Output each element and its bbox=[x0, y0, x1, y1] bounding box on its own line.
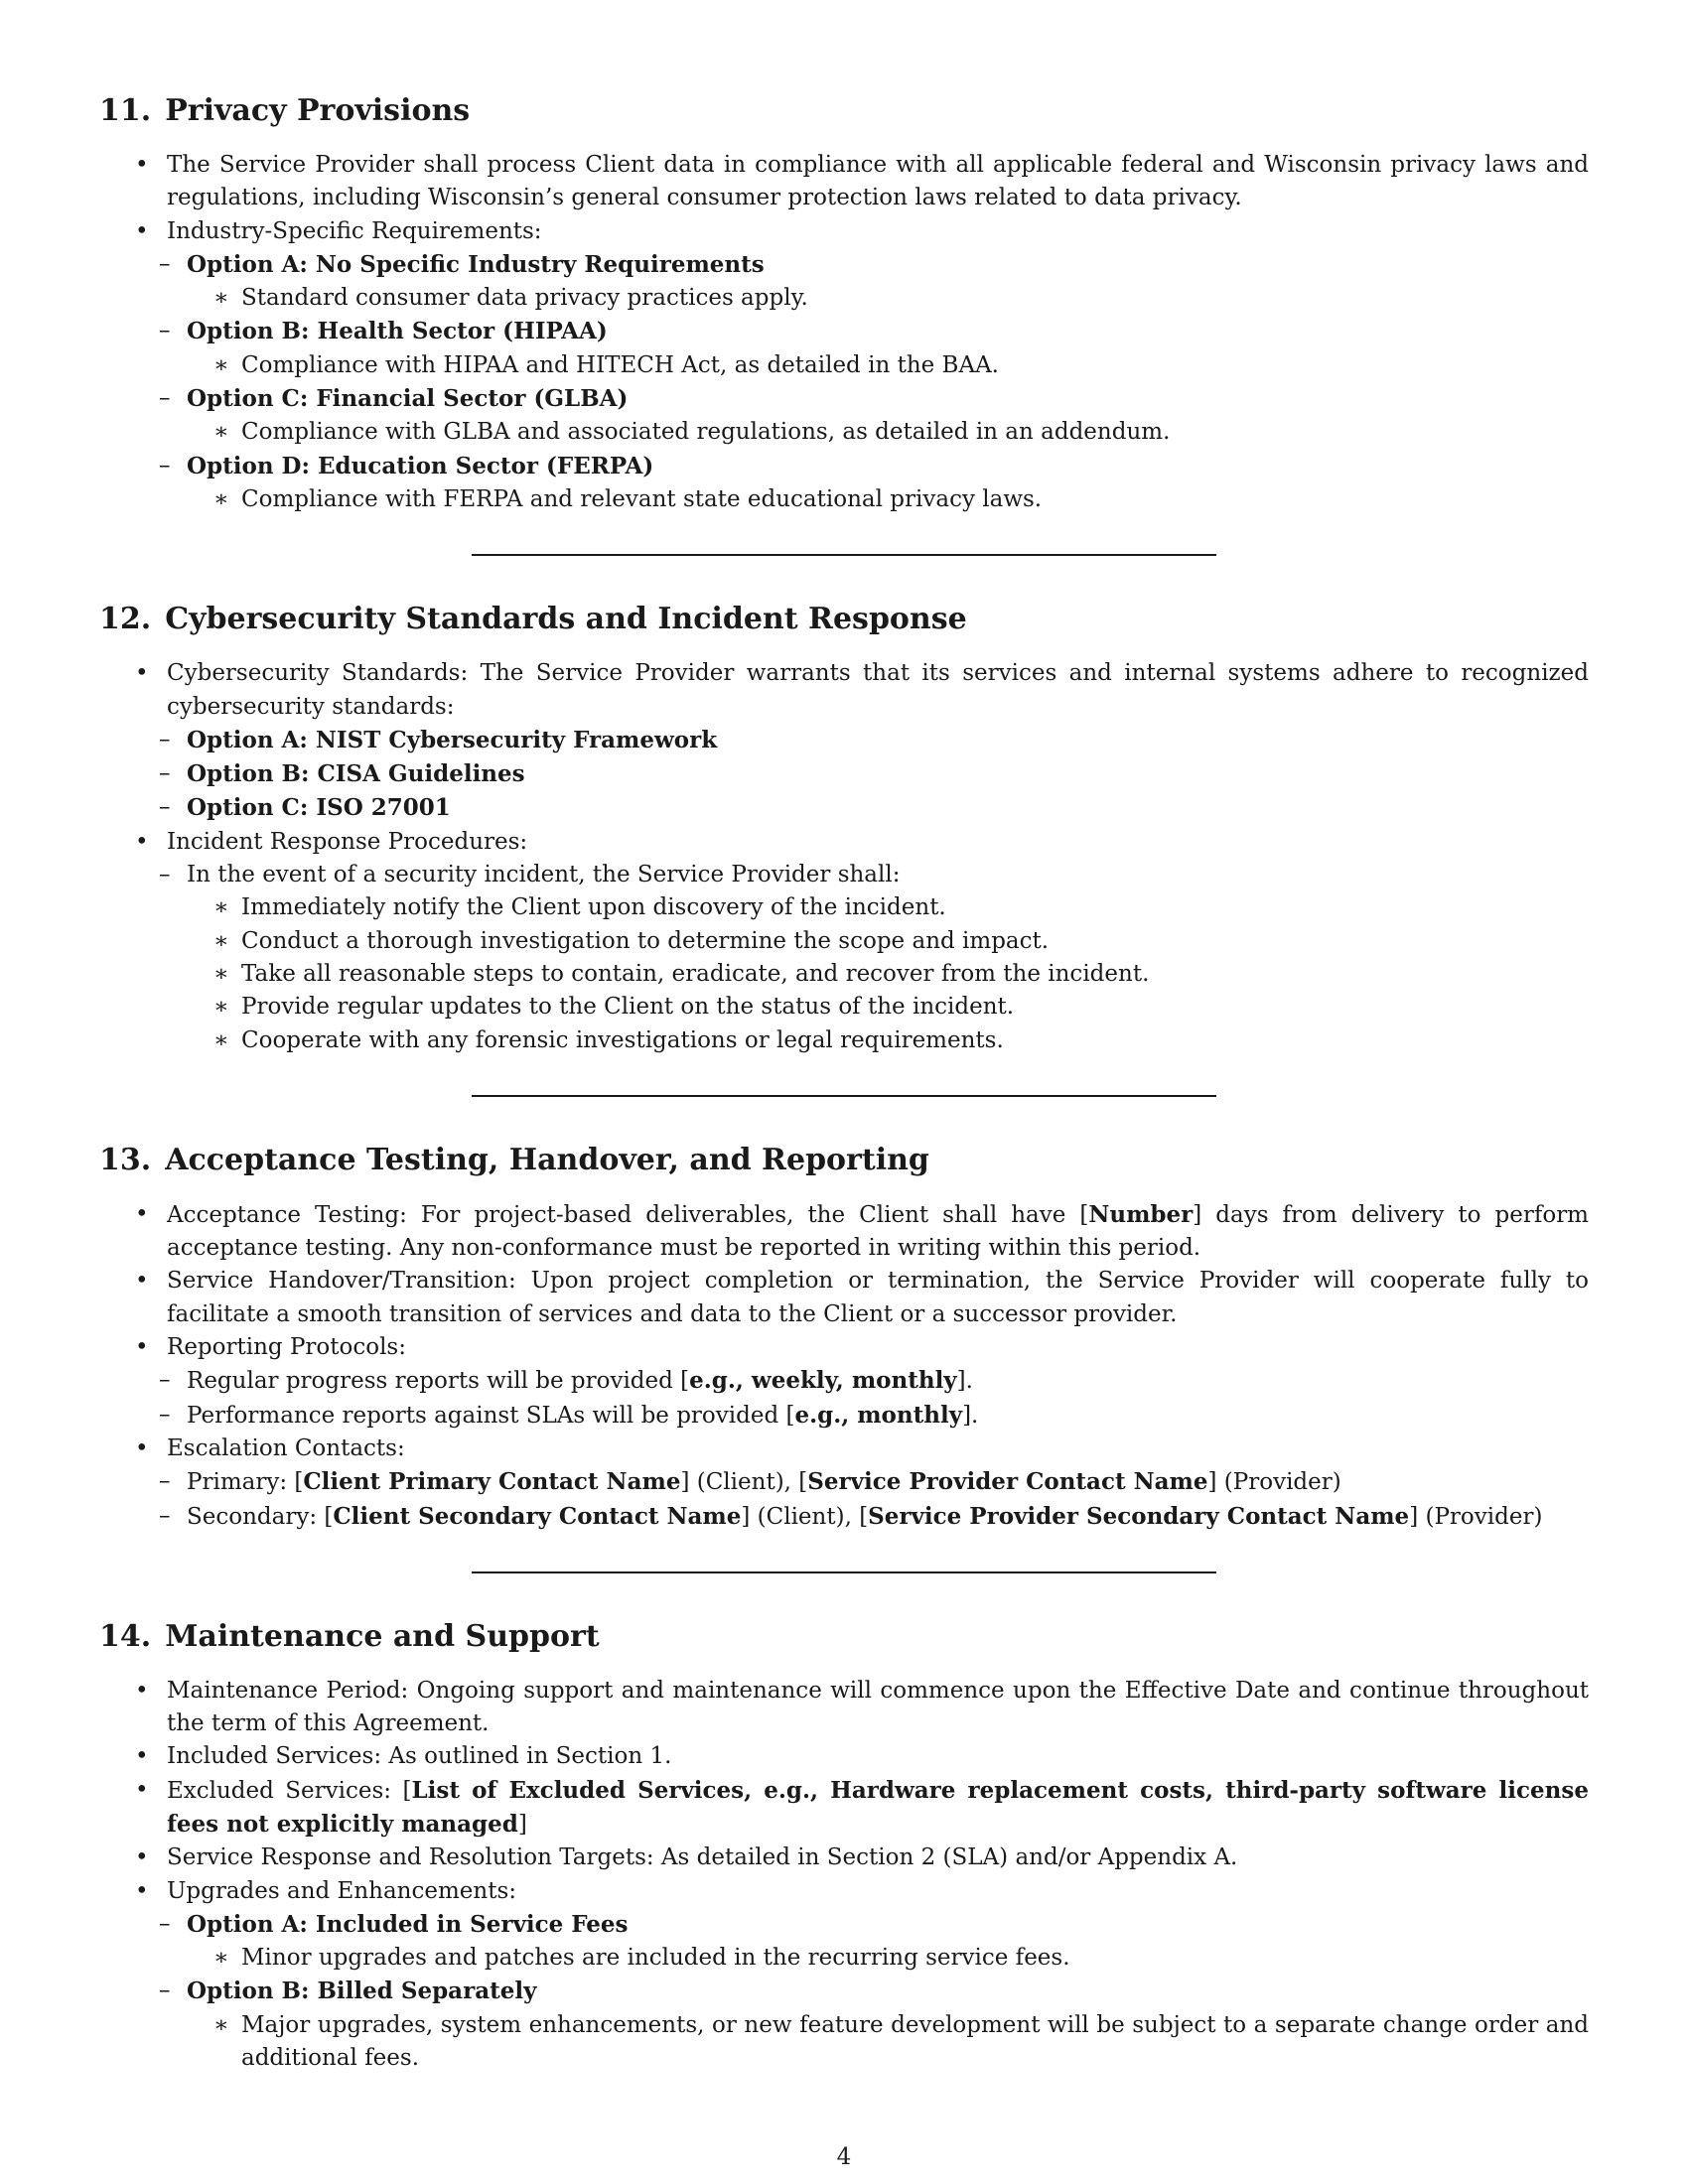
section-12 bbox=[99, 600, 1589, 1057]
option-detail: ∗ Major upgrades, system enhancements, or new feature development will be subject to a separate change order and additional fees. bbox=[211, 2009, 1589, 2076]
option-detail: ∗ Minor upgrades and patches are included in the recurring service fees. bbox=[211, 1942, 1589, 1975]
option-item: – Option C: Financial Sector (GLBA) ∗ Compliance with GLBA and associated regulations, as detailed in an addendum. bbox=[159, 382, 1589, 450]
option-detail: ∗ Compliance with GLBA and associated regulations, as detailed in an addendum. bbox=[211, 416, 1589, 449]
option-item: – Option B: Health Sector (HIPAA) ∗ Compliance with HIPAA and HITECH Act, as detailed in the BAA. bbox=[159, 315, 1589, 382]
section-heading: 11. Privacy Provisions bbox=[99, 93, 471, 128]
list-item: • Service Handover/Transition: Upon project completion or termination, the Service Provider will cooperate fully to facilitate a smooth transition of services and data to the Client or a successor provider. bbox=[99, 1265, 1589, 1331]
section-13 bbox=[99, 1141, 1589, 1534]
list-item: • Excluded Services: [List of Excluded Services, e.g., Hardware replacement costs, third-party software license fees not explicitly managed] bbox=[99, 1774, 1589, 1843]
sub-item: – In the event of a security incident, the Service Provider shall: ∗ Immediately notify the Client upon discovery of the incident. ∗ Conduct a thorough investigation to determine the scope and impact. ∗ Take all reasonable steps to contain, eradicate, and recover from the incident. ∗ Provide regular updates to the Client on the status of the incident. ∗ Cooperate with any forensic investigations or legal requirements. bbox=[159, 859, 1589, 1057]
incident-step: ∗ Cooperate with any forensic investigations or legal requirements. bbox=[211, 1024, 1589, 1057]
incident-step: ∗ Provide regular updates to the Client on the status of the incident. bbox=[211, 991, 1589, 1024]
option-detail: ∗ Compliance with FERPA and relevant state educational privacy laws. bbox=[211, 483, 1589, 516]
list-item: • Service Response and Resolution Targets: As detailed in Section 2 (SLA) and/or Appendix A. bbox=[99, 1842, 1589, 1874]
sub-item: – Primary: [Client Primary Contact Name] (Client), [Service Provider Contact Name] (Provider) bbox=[159, 1465, 1589, 1499]
incident-step: ∗ Immediately notify the Client upon discovery of the incident. bbox=[211, 891, 1589, 924]
section-11 bbox=[99, 91, 1589, 516]
section-heading: 12. Cybersecurity Standards and Incident Response bbox=[99, 602, 967, 637]
incident-step: ∗ Conduct a thorough investigation to determine the scope and impact. bbox=[211, 925, 1589, 958]
incident-step: ∗ Take all reasonable steps to contain, eradicate, and recover from the incident. bbox=[211, 958, 1589, 991]
option-item: – Option A: No Specific Industry Requirements ∗ Standard consumer data privacy practices apply. bbox=[159, 248, 1589, 316]
list-item: • Incident Response Procedures: – In the event of a security incident, the Service Provider shall: ∗ Immediately notify the Client upon discovery of the incident. ∗ Conduct a thorough investigation to determine the scope and impact. ∗ Take all reasonable steps to contain, eradicate, and recover from the incident. ∗ Provide regular updates to the Client on the status of the incident. ∗ Cooperate with any forensic investigations or legal requirements. bbox=[99, 826, 1589, 1057]
option-item: – Option D: Education Sector (FERPA) ∗ Compliance with FERPA and relevant state educational privacy laws. bbox=[159, 450, 1589, 517]
list-item: • Acceptance Testing: For project-based deliverables, the Client shall have [Number] days from delivery to perform acceptance testing. Any non-conformance must be reported in writing within this period. bbox=[99, 1198, 1589, 1266]
page-number: 4 bbox=[836, 2144, 852, 2170]
option-item: – Option B: Billed Separately ∗ Major upgrades, system enhancements, or new feature development will be subject to a separate change order and additional fees. bbox=[159, 1975, 1589, 2075]
list-item: • Industry-Specific Requirements: – Option A: No Specific Industry Requirements ∗ Standard consumer data privacy practices apply. – Option B: Health Sector (HIPAA) ∗ Compliance with HIPAA and HITECH Act, as detailed in the BAA. – Option C: Financial Sector (GLBA) ∗ Compliance with GLBA and associated regulations, as detailed in an addendum. – Option D: Education Sector (FERPA) ∗ Compliance with FERPA and relevant state educational privacy laws. bbox=[99, 215, 1589, 517]
section-divider bbox=[472, 1095, 1216, 1097]
option-item: – Option A: NIST Cybersecurity Framework bbox=[159, 724, 1589, 757]
list-item: • Reporting Protocols: – Regular progress reports will be provided [e.g., weekly, monthly]. – Performance reports against SLAs will be provided [e.g., monthly]. bbox=[99, 1331, 1589, 1433]
list-item: • Cybersecurity Standards: The Service Provider warrants that its services and internal systems adhere to recognized cybersecurity standards: – Option A: NIST Cybersecurity Framework – Option B: CISA Guidelines – Option C: ISO 27001 bbox=[99, 657, 1589, 825]
list-item: • Maintenance Period: Ongoing support and maintenance will commence upon the Effective Date and continue throughout the term of this Agreement. bbox=[99, 1675, 1589, 1741]
sub-item: – Regular progress reports will be provided [e.g., weekly, monthly]. bbox=[159, 1364, 1589, 1398]
section-14 bbox=[99, 1617, 1589, 2076]
list-item: • Upgrades and Enhancements: – Option A: Included in Service Fees ∗ Minor upgrades and patches are included in the recurring service fees. – Option B: Billed Separately ∗ Major upgrades, system enhancements, or new feature development will be subject to a separate change order and additional fees. bbox=[99, 1875, 1589, 2076]
list-item: • Included Services: As outlined in Section 1. bbox=[99, 1740, 1589, 1773]
option-item: – Option C: ISO 27001 bbox=[159, 791, 1589, 825]
option-detail: ∗ Compliance with HIPAA and HITECH Act, as detailed in the BAA. bbox=[211, 349, 1589, 382]
section-heading: 14. Maintenance and Support bbox=[99, 1618, 600, 1654]
option-item: – Option B: CISA Guidelines bbox=[159, 757, 1589, 791]
section-divider bbox=[472, 1571, 1216, 1573]
list-item: • Escalation Contacts: – Primary: [Client Primary Contact Name] (Client), [Service Provider Contact Name] (Provider) – Secondary: [Client Secondary Contact Name] (Client), [Service Provider Secondary Contact Name] (Provider) bbox=[99, 1433, 1589, 1534]
sub-item: – Performance reports against SLAs will be provided [e.g., monthly]. bbox=[159, 1399, 1589, 1433]
section-heading: 13. Acceptance Testing, Handover, and Reporting bbox=[99, 1142, 929, 1177]
sub-item: – Secondary: [Client Secondary Contact Name] (Client), [Service Provider Secondary Contact Name] (Provider) bbox=[159, 1500, 1589, 1534]
list-item: • The Service Provider shall process Client data in compliance with all applicable federal and Wisconsin privacy laws and regulations, including Wisconsin’s general consumer protection laws related to data privacy. bbox=[99, 149, 1589, 215]
option-detail: ∗ Standard consumer data privacy practices apply. bbox=[211, 282, 1589, 315]
document-page bbox=[99, 91, 1589, 2075]
option-item: – Option A: Included in Service Fees ∗ Minor upgrades and patches are included in the recurring service fees. bbox=[159, 1908, 1589, 1976]
section-divider bbox=[472, 554, 1216, 556]
